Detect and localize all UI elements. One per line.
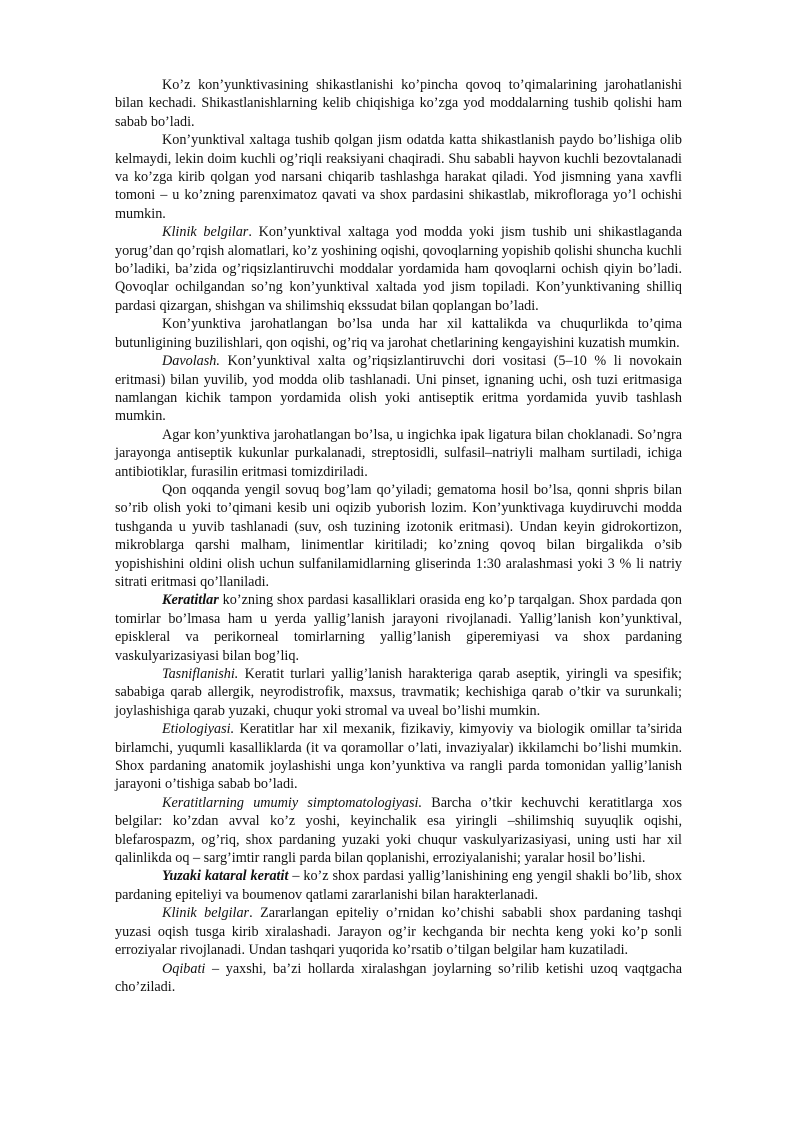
- paragraph: [115, 426, 682, 481]
- paragraph-lead: Etiologiyasi.: [162, 721, 235, 738]
- paragraph-text: Agar kon’yunktiva jarohatlangan bo’lsa, u ingichka ipak ligatura bilan choklanadi. So’ngra jarayonga antiseptik kukunlar purkalanadi, streptosidli, sulfasil–natriyli malham surtiladi, ichiga antibiotiklar, furasilin eritmasi tomizdiriladi.: [115, 426, 682, 480]
- paragraph-lead: Oqibati: [162, 960, 206, 977]
- paragraph: [115, 76, 682, 131]
- paragraph: [115, 720, 682, 794]
- paragraph-text: ko’zning shox pardasi kasalliklari orasida eng ko’p tarqalgan. Shox pardada qon tomirlar bo’lmasa ham u yerda yallig’lanish jarayoni rivojlanadi. Yallig’lanish kon’yunktival, episkleral va perikorneal tomirlarning yallig’lanish giperemiyasi va shox pardaning vaskulyarizasiyasi bilan bog’liq.: [115, 592, 682, 664]
- paragraph-lead: Keratitlar: [162, 592, 219, 609]
- paragraph-lead: Yuzaki kataral keratit: [162, 868, 289, 885]
- paragraph: [115, 223, 682, 315]
- paragraph-text: Ko’z kon’yunktivasining shikastlanishi ko’pincha qovoq to’qimalarining jarohatlanishi bilan kechadi. Shikastlanishlarning kelib chiqishiga ko’zga yod moddalarning tushib qolishi ham sabab bo’ladi.: [115, 77, 682, 130]
- paragraph: [115, 352, 682, 426]
- paragraph: [115, 960, 682, 997]
- paragraph: [115, 131, 682, 223]
- paragraph: [115, 591, 682, 665]
- paragraph-text: Keratitlar har xil mexanik, fizikaviy, kimyoviy va biologik omillar ta’sirida birlamchi, yuqumli kasalliklarda (it va qoramollar o’lati, invaziyalar) ikkilamchi bo’lishi mumkin. Shox pardaning anatomik joylashishi unga kon’yunktiva va rangli parda tomonidan yallig’lanish jarayoni o’tishiga sabab bo’ladi.: [115, 721, 682, 793]
- paragraph-text: Keratit turlari yallig’lanish harakteriga qarab aseptik, yiringli va spesifik; sababiga qarab allergik, neyrodistrofik, maxsus, travmatik; kechishiga qarab o’tkir va surunkali; joylashishiga qarab yuzaki, chuqur yoki stromal va uveal bo’lishi mumkin.: [115, 666, 682, 719]
- paragraph-text: . Kon’yunktival xaltaga yod modda yoki jism tushib uni shikastlaganda yorug’dan qo’rqish alomatlari, ko’z yoshining oqishi, qovoqlarning yopishib qolishi shuncha kuchli bo’ladiki, ba’zida og’riqsizlantiruvchi moddalar yordamida ham qovoqlarni ochish qiyin bo’ladi. Qovoqlar ochilgandan so’ng kon’yunktival xaltada yod jism topiladi. Kon’yunktivaning shilliq pardasi qizargan, shishgan va shilimshiq ekssudat bilan qoplangan bo’ladi.: [115, 224, 682, 314]
- paragraph-text: – ko’z shox pardasi yallig’lanishining eng yengil shakli bo’lib, shox pardaning epiteliyi va boumenov qatlami zararlanishi bilan harakterlanadi.: [115, 868, 682, 903]
- paragraph: [115, 315, 682, 352]
- document-page: [115, 76, 682, 996]
- paragraph-text: Kon’yunktiva jarohatlangan bo’lsa unda har xil kattalikda va chuqurlikda to’qima butunligining buzilishlari, qon oqishi, og’riq va jarohat chetlarining kengayishini kuzatish mumkin.: [115, 316, 682, 351]
- paragraph-text: – yaxshi, ba’zi hollarda xiralashgan joylarning so’rilib ketishi uzoq vaqtgacha cho’ziladi.: [115, 960, 682, 995]
- paragraph-text: Barcha o’tkir kechuvchi keratitlarga xos belgilar: ko’zdan avval ko’z yoshi, keyinchalik esa yiringli –shilimshiq suyuqlik oqishi, blefarospazm, og’riq, shox pardaning yuzaki yoki chuqur vaskulyarizasiyasi, uning usti har xil qalinlikda oq – sarg’imtir rangli parda bilan qoplanishi, erroziyalanishi; yaralar hosil bo’lishi.: [115, 794, 682, 867]
- paragraph-text: Kon’yunktival xaltaga tushib qolgan jism odatda katta shikastlanish paydo bo’lishiga olib kelmaydi, lekin doim kuchli og’riqli reaksiyani chaqiradi. Shu sababli hayvon kuchli bezovtalanadi va ko’zga kirib qolgan yod narsani chiqarib tashlashga harakat qiladi. Yod jismning yana xavfli tomoni – u ko’zning parenximatoz qavati va shox pardasini shikastlab, mikrofloraga yo’l ochishi mumkin.: [115, 132, 682, 222]
- paragraph-text: . Zararlangan epiteliy o’rnidan ko’chishi sababli shox pardaning tashqi yuzasi oqish tusga kirib xiralashadi. Jarayon og’ir kechganda bir nechta keng yoki ko’p sonli erroziyalar rivojlanadi. Undan tashqari yuqorida ko’rsatib o’tilgan belgilar ham kuzatiladi.: [115, 905, 682, 959]
- paragraph-lead: Davolash.: [162, 353, 220, 370]
- paragraph: [115, 904, 682, 959]
- paragraph-lead: Klinik belgilar: [162, 905, 250, 922]
- paragraph: [115, 794, 682, 868]
- paragraph-lead: Tasniflanishi.: [162, 666, 239, 682]
- paragraph-text: Qon oqqanda yengil sovuq bog’lam qo’yiladi; gematoma hosil bo’lsa, qonni shpris bilan so’rib olish yoki to’qimani kesib uni oqizib yuborish lozim. Kon’yunktivaga kuydiruvchi modda tushganda u yuvib tashlanadi (suv, osh tuzining izotonik eritmasi). Undan keyin gidrokortizon, mikroblarga qarshi malham, linimentlar kiritiladi; ko’zning qovoq bilan birgalikda o’sib yopishishini oldini olish uchun sulfanilamidlarning gliserinda 1:30 aralashmasi yoki 3 % li natriy sitrati eritmasi qo’llaniladi.: [115, 481, 682, 590]
- paragraph: [115, 867, 682, 904]
- paragraph-text: Kon’yunktival xalta og’riqsizlantiruvchi dori vositasi (5–10 % li novokain eritmasi) bilan yuvilib, yod modda olib tashlanadi. Uni pinset, ignaning uchi, osh tuzi eritmasiga namlangan kichik tampon yordamida olish yoki antiseptik eritma yordamida yuvib tashlash mumkin.: [115, 353, 682, 425]
- paragraph-lead: Klinik belgilar: [162, 224, 249, 241]
- paragraph-lead: Keratitlarning umumiy simptomatologiyasi.: [162, 794, 423, 811]
- paragraph: [115, 665, 682, 720]
- paragraph: [115, 481, 682, 591]
